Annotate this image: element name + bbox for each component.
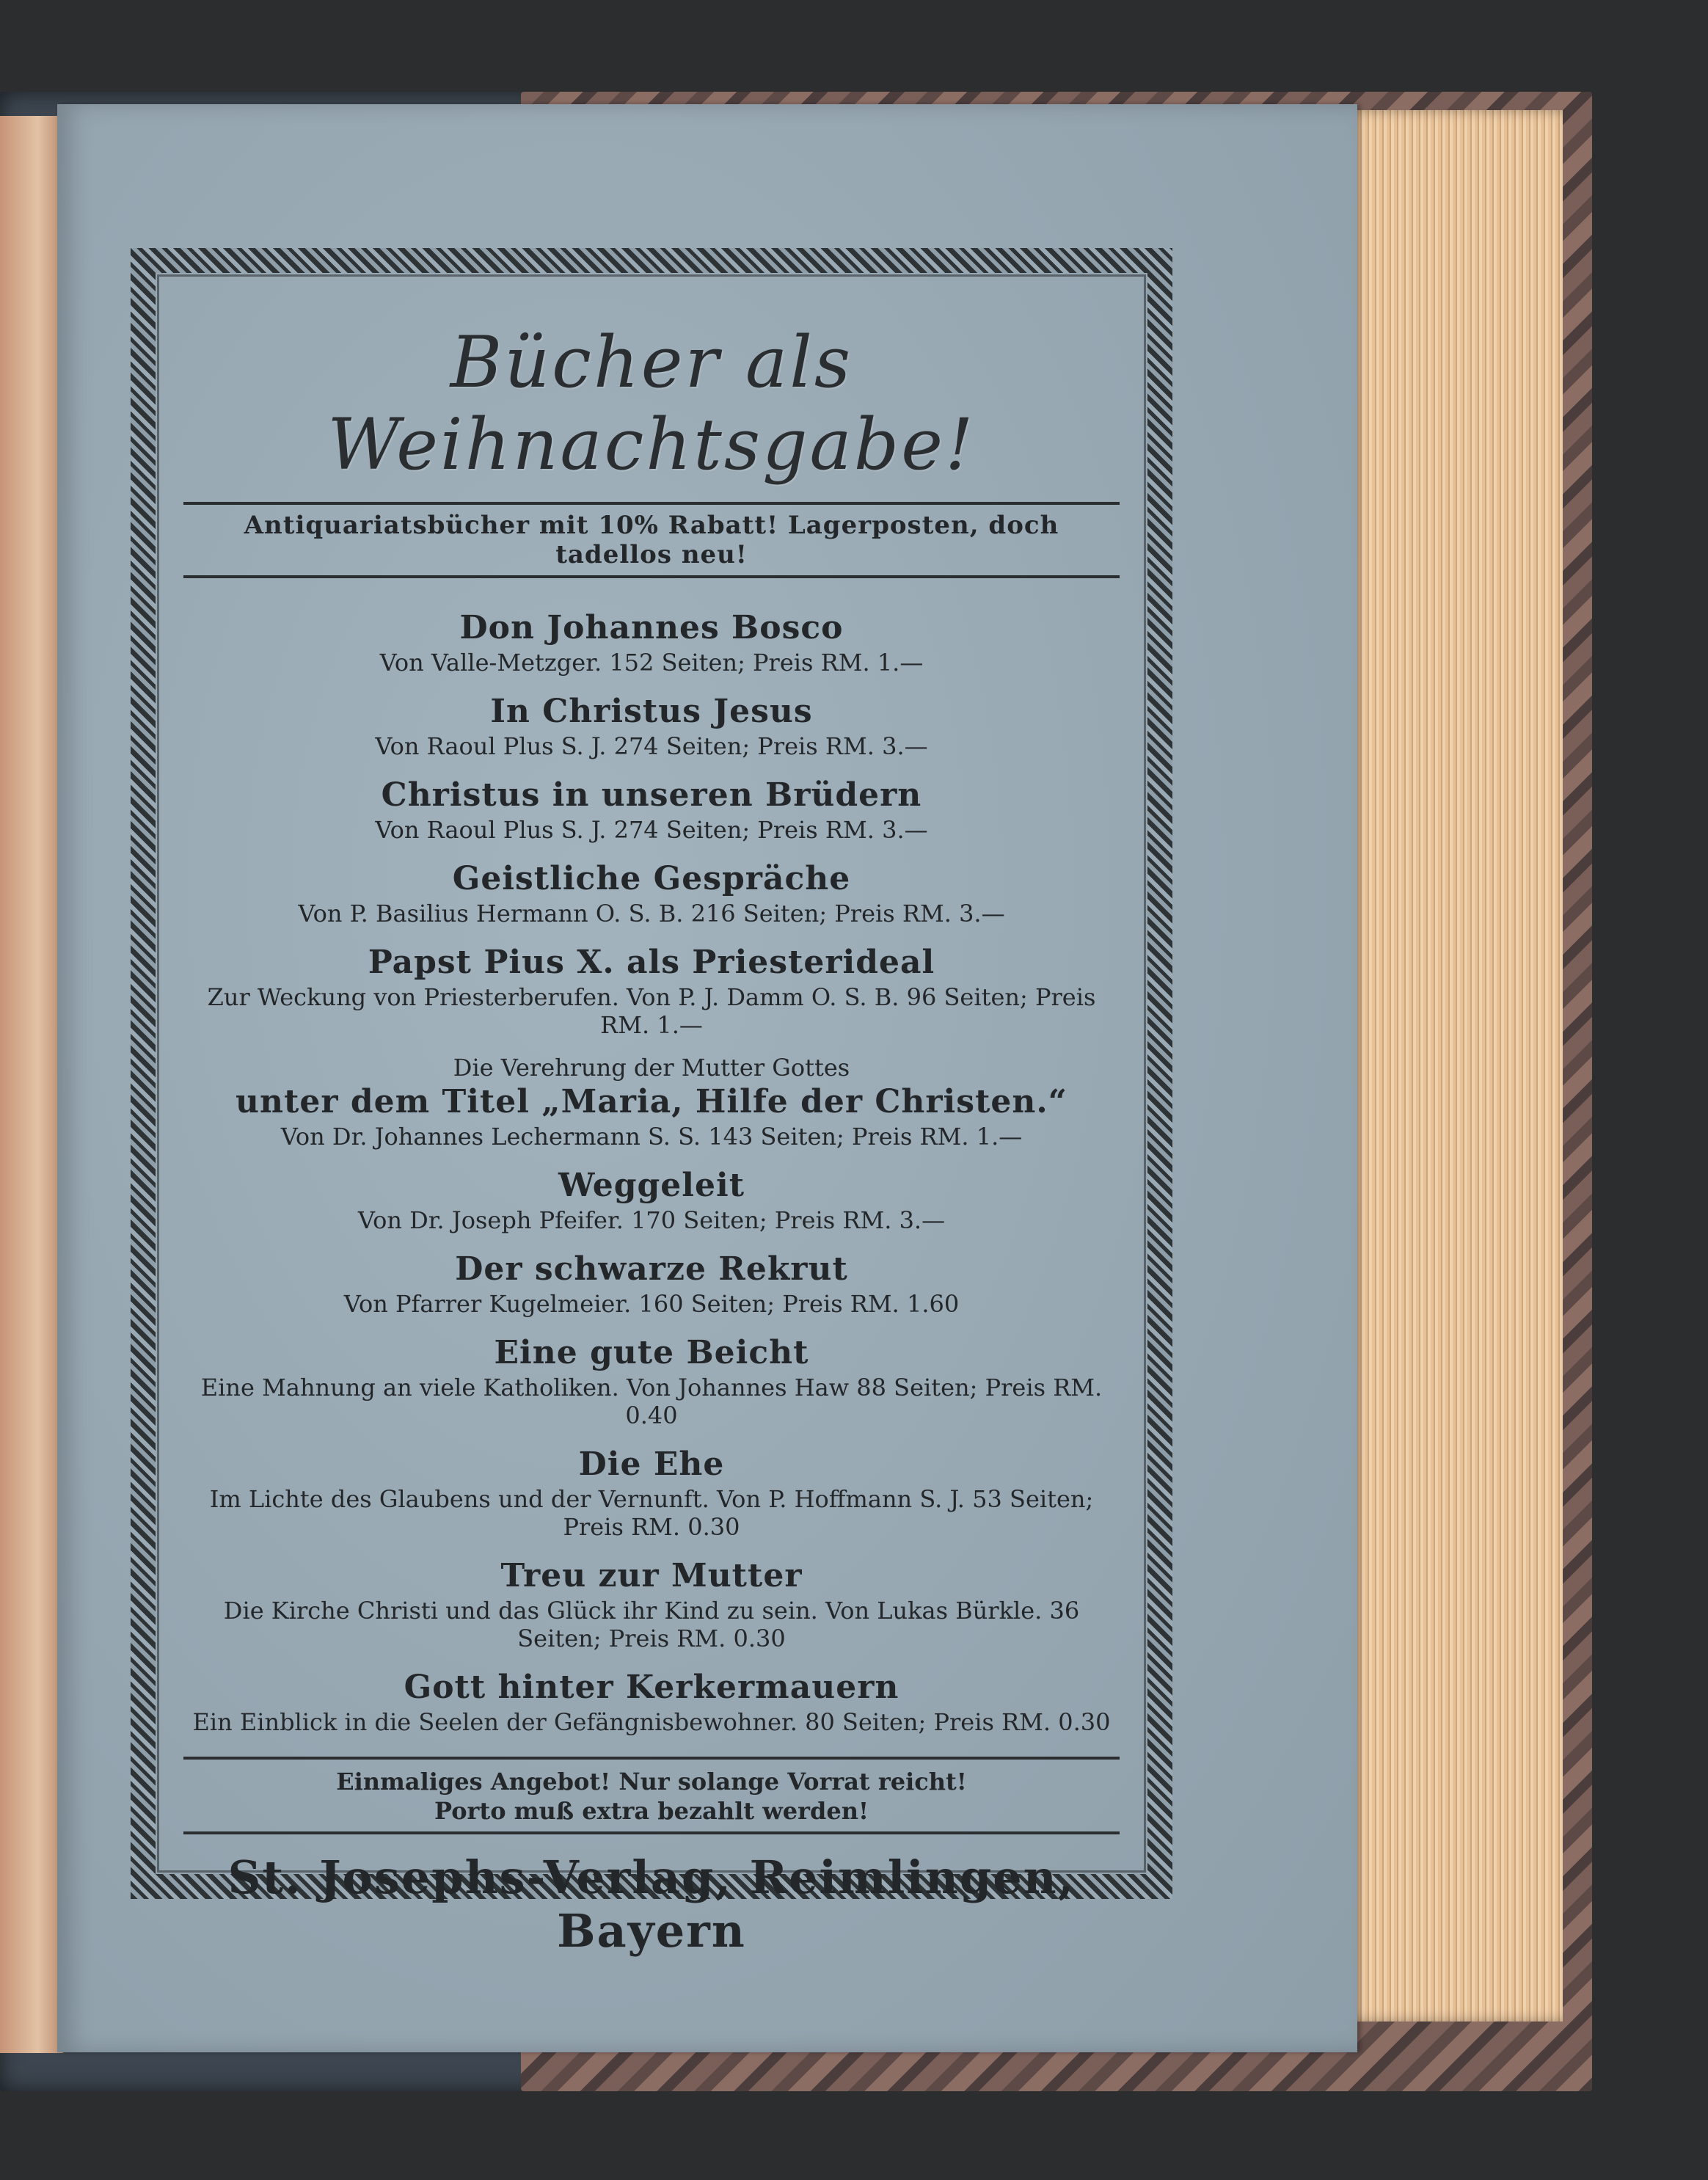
book-description: Von Raoul Plus S. J. 274 Seiten; Preis RM. 3.— [375,732,928,760]
book-entry [183,942,1120,1039]
book-description: Von Raoul Plus S. J. 274 Seiten; Preis RM. 3.— [375,816,928,844]
book-title: unter dem Titel „Maria, Hilfe der Christen.“ [236,1083,1068,1120]
book-description: Ein Einblick in die Seelen der Gefängnisbewohner. 80 Seiten; Preis RM. 0.30 [192,1708,1111,1736]
book-list [183,608,1120,1736]
book-title: Eine gute Beicht [494,1334,809,1371]
book-entry [183,1054,1120,1151]
book-description: Von Dr. Joseph Pfeifer. 170 Seiten; Preis RM. 3.— [357,1206,946,1234]
advertisement [183,308,1120,1958]
book-description: Von Pfarrer Kugelmeier. 160 Seiten; Preis RM. 1.60 [343,1290,960,1318]
publisher-line: St. Josephs-Verlag, Reimlingen, Bayern [227,1851,1076,1958]
book-title: Der schwarze Rekrut [455,1250,848,1288]
book-title: Weggeleit [558,1167,745,1204]
book-entry [183,608,1120,677]
book-title: Treu zur Mutter [500,1557,803,1594]
book-entry [183,691,1120,760]
book-description: Im Lichte des Glaubens und der Vernunft. Von P. Hoffmann S. J. 53 Seiten; Preis RM. 0.30 [209,1485,1094,1541]
book-title: Geistliche Gespräche [452,860,851,897]
book-description: Von Dr. Johannes Lechermann S. S. 143 Seiten; Preis RM. 1.— [280,1123,1023,1151]
book-entry [183,1333,1120,1429]
offer-notice-line: Einmaliges Angebot! Nur solange Vorrat reicht! [336,1768,967,1796]
book-entry [183,1667,1120,1736]
book-title: Gott hinter Kerkermauern [404,1669,899,1706]
book-title: Papst Pius X. als Priesterideal [368,944,935,981]
book-description: Zur Weckung von Priesterberufen. Von P. J. Damm O. S. B. 96 Seiten; Preis RM. 1.— [207,983,1096,1039]
book-description: Die Kirche Christi und das Glück ihr Kind zu sein. Von Lukas Bürkle. 36 Seiten; Preis RM. 0.30 [223,1597,1080,1652]
book-entry [183,858,1120,927]
book-title: In Christus Jesus [490,693,813,730]
book-description: Von P. Basilius Hermann O. S. B. 216 Seiten; Preis RM. 3.— [298,900,1005,927]
left-page-edge [0,116,63,2053]
book-description: Von Valle-Metzger. 152 Seiten; Preis RM. 1.— [379,649,924,677]
offer-notice [183,1757,1120,1834]
headline: Bücher als Weihnachtsgabe! [327,321,976,486]
book-entry [183,1556,1120,1652]
book-entry [183,1444,1120,1541]
discount-banner: Antiquariatsbücher mit 10% Rabatt! Lagerposten, doch tadellos neu! [183,502,1120,578]
book-description: Eine Mahnung an viele Katholiken. Von Johannes Haw 88 Seiten; Preis RM. 0.40 [200,1374,1103,1429]
offer-notice-line: Porto muß extra bezahlt werden! [434,1797,869,1825]
book-entry [183,775,1120,844]
book-pretitle: Die Verehrung der Mutter Gottes [453,1054,850,1082]
book-entry [183,1249,1120,1318]
book-title: Don Johannes Bosco [459,609,844,646]
book-title: Die Ehe [578,1446,725,1483]
book-entry [183,1165,1120,1234]
book-title: Christus in unseren Brüdern [381,776,922,814]
